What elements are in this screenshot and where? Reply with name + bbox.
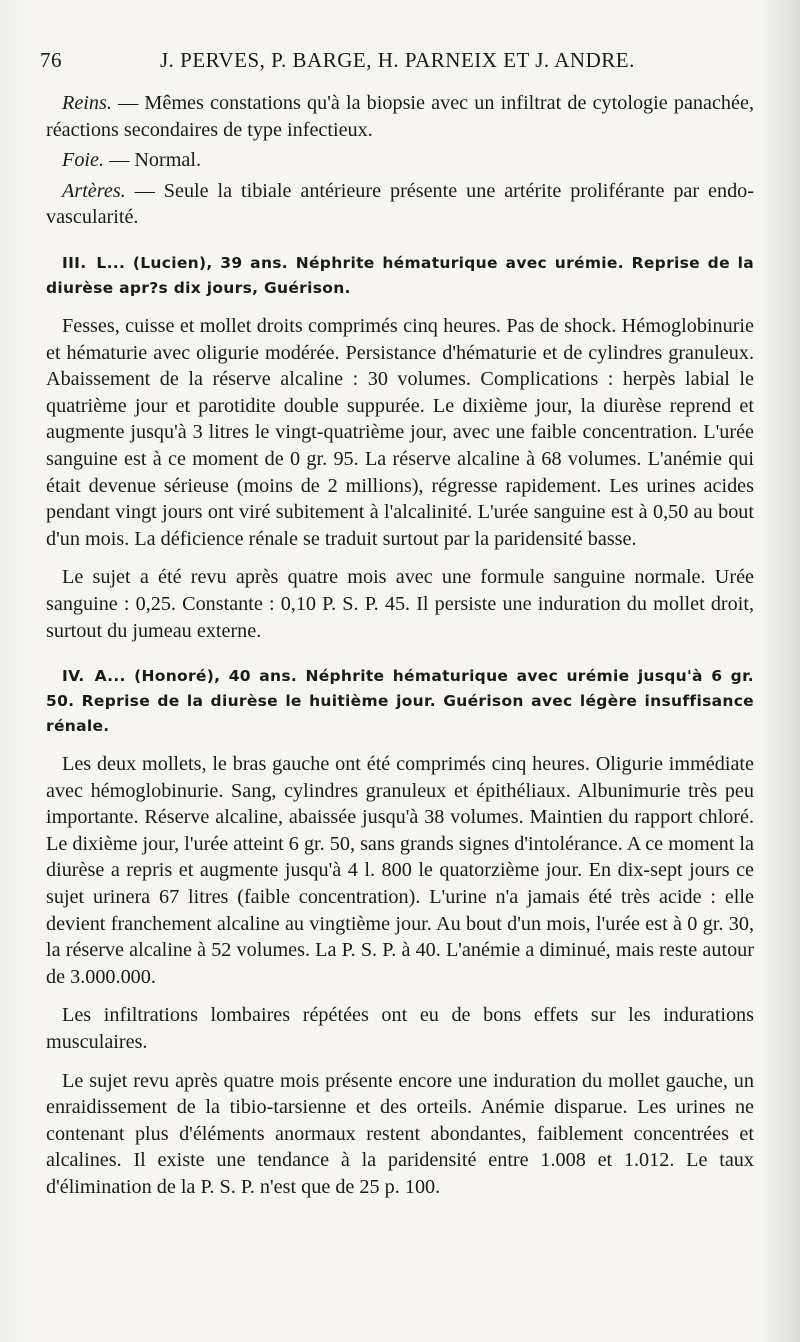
finding-text: — Normal. [104, 149, 202, 172]
case-heading [46, 664, 754, 739]
case-paragraph: Le sujet revu après quatre mois présente encore une induration du mollet gauche, un enraidissement de la tibio-tarsienne et des orteils. Anémie disparue. Les urines ne contenant plus d'éléments anormaux restent abondantes, faiblement concentrées et alcalines. Il existe une tendance à la paridensité entre 1.008 et 1.012. Le taux d'élimination de la P. S. P. n'est que de 25 p. 100. [46, 1069, 754, 1198]
organ-label: Reins. [62, 92, 112, 114]
organ-label: Foie. [62, 149, 105, 172]
case-heading-text: L... (Lucien), 39 ans. Néphrite hématurique avec urémie. Reprise de la diurèse apr?s dix jours, Guérison. [46, 253, 754, 297]
case-heading [46, 251, 754, 301]
case-number: III. [62, 253, 87, 272]
case-paragraph: Le sujet a été revu après quatre mois avec une formule sanguine normale. Urée sanguine : 0,25. Constante : 0,10 P. S. P. 45. Il persiste une induration du mollet droit, surtout du jumeau externe. [46, 566, 754, 642]
case-paragraph: Les infiltrations lombaires répétées ont eu de bons effets sur les indurations musculaires. [46, 1004, 754, 1054]
case-paragraph: Fesses, cuisse et mollet droits comprimés cinq heures. Pas de shock. Hémoglobinurie et hématurie avec oligurie modérée. Persistance d'hématurie et de cylindres granuleux. Abaissement de la réserve alcaline : 30 volumes. Complications : herpès labial le quatrième jour et parotidite double suppurée. Le dixième jour, la diurèse reprend et augmente jusqu'à 3 litres le vingt-quatrième jour, avec une faible concentration. L'urée sanguine est à ce moment de 0 gr. 95. La réserve alcaline à 68 volumes. L'anémie qui était devenue sérieuse (moins de 2 millions), régresse rapidement. Les urines acides pendant vingt jours ont viré subitement à l'alcalinité. L'urée sanguine est à 0,50 au bout d'un mois. La déficience rénale se traduit surtout par la paridensité basse. [46, 314, 754, 550]
case-number: IV. [62, 667, 85, 686]
case-heading-text: A... (Honoré), 40 ans. Néphrite hématurique avec urémie jusqu'à 6 gr. 50. Reprise de la diurèse le huitième jour. Guérison avec légère insuffisance rénale. [46, 667, 754, 736]
page-body [46, 90, 754, 1201]
case-paragraph: Les deux mollets, le bras gauche ont été comprimés cinq heures. Oligurie immédiate avec hémoglobinurie. Sang, cylindres granuleux et épithéliaux. Albunimurie très peu importante. Réserve alcaline, abaissée jusqu'à 38 volumes. Maintien du rapport chloré. Le dixième jour, l'urée atteint 6 gr. 50, sans grands signes d'intolérance. A ce moment la diurèse a repris et augmente jusqu'à 4 l. 800 le quatorzième jour. En dix-sept jours ce sujet urinera 67 litres (faible concentration). L'urine n'a jamais été très acide : elle devient franchement alcaline au vingtième jour. Au bout d'un mois, l'urée est à 0 gr. 30, la réserve alcaline à 52 volumes. La P. S. P. à 40. L'anémie a diminué, mais reste autour de 3.000.000. [46, 753, 754, 988]
finding-text: — Seule la tibiale antérieure présente une artérite proliférante par endo-vascularité. [46, 179, 754, 229]
finding-arteres [46, 178, 754, 231]
page-number: 76 [40, 48, 62, 72]
finding-foie [46, 147, 754, 174]
organ-label: Artères. [62, 179, 126, 202]
finding-text: — Mêmes constations qu'à la biopsie avec un infiltrat de cytologie panachée, réactions secondaires de type infectieux. [46, 92, 754, 141]
running-title-authors: J. PERVES, P. BARGE, H. PARNEIX ET J. ANDRE. [160, 48, 635, 72]
finding-reins [46, 90, 754, 143]
